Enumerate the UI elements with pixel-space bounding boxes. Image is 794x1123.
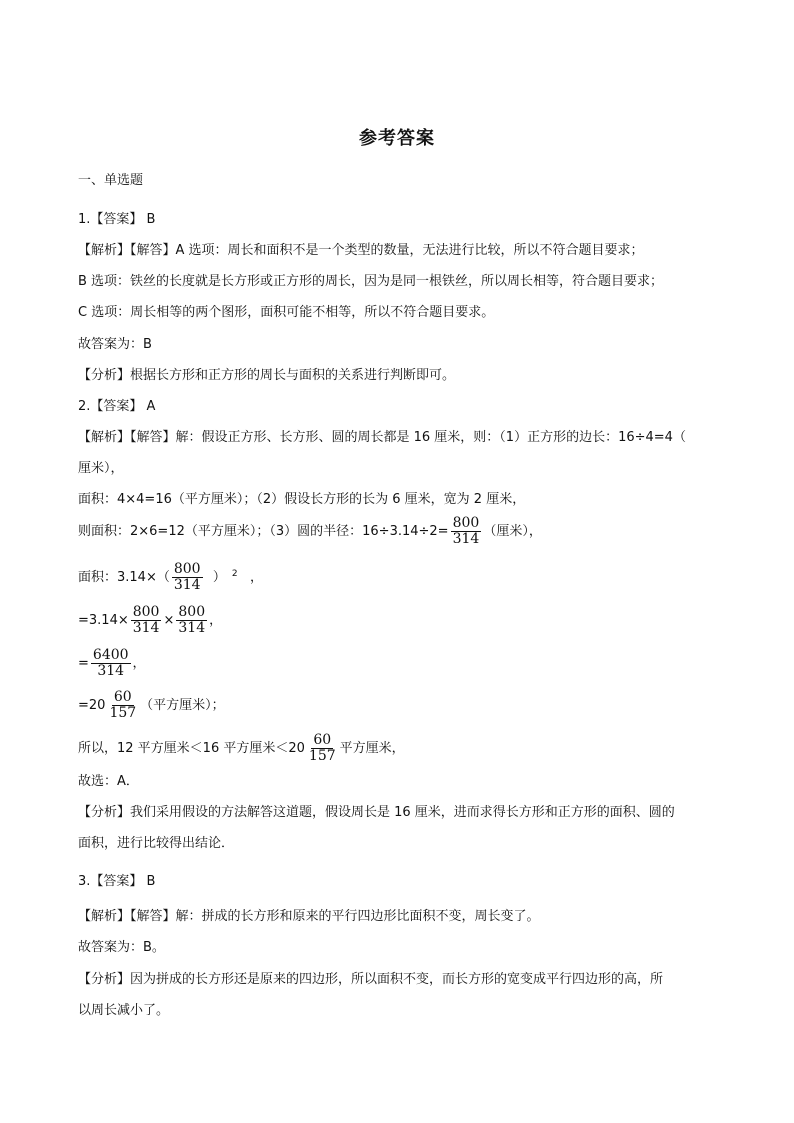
text-segment: =3.14×: [78, 613, 129, 628]
q2-explanation-line: 面积，进行比较得出结论．: [78, 836, 235, 851]
fraction: [172, 562, 203, 593]
q1-analysis-line: C 选项：周长相等的两个图形，面积可能不相等，所以不符合题目要求。: [78, 305, 495, 320]
text-segment: ×: [163, 613, 175, 628]
text-segment: ，: [250, 570, 264, 585]
q2-answer: 2.【答案】 A: [78, 399, 156, 414]
q3-answer: 3.【答案】 B: [78, 874, 156, 889]
fraction-numerator: 800: [452, 515, 480, 531]
fraction: [91, 648, 131, 679]
fraction-numerator: 800: [178, 604, 206, 620]
fraction-denominator: 314: [132, 620, 160, 636]
fraction-numerator: 60: [113, 689, 132, 705]
q2-conclusion: 故选：A．: [78, 774, 139, 789]
text-segment: （厘米），: [483, 524, 542, 539]
fraction: [131, 605, 162, 636]
fraction: [176, 605, 207, 636]
text-segment: =20: [78, 698, 106, 713]
text-segment: （平方厘米）；: [140, 698, 225, 713]
fraction-numerator: 800: [132, 604, 160, 620]
fraction: [451, 516, 482, 547]
section-heading: 一、单选题: [78, 173, 144, 188]
q1-conclusion: 故答案为：B: [78, 337, 152, 352]
text-segment: 面积：3.14×（: [78, 570, 170, 585]
q3-explanation-line: 【分析】因为拼成的长方形还是原来的四边形，所以面积不变，而长方形的宽变成平行四边形的高，所: [78, 972, 664, 987]
fraction-denominator: 314: [173, 577, 201, 593]
fraction-numerator: 800: [173, 561, 201, 577]
text-segment: 所以，12 平方厘米＜16 平方厘米＜20: [78, 741, 305, 756]
q2-mixed-line: [78, 690, 225, 721]
fraction-denominator: 314: [97, 663, 125, 679]
fraction-numerator: 60: [313, 732, 332, 748]
q2-analysis-line: 【解析】【解答】解：假设正方形、长方形、圆的周长都是 16 厘米，则：（1）正方形的边长：16÷4=4（: [78, 430, 686, 445]
text-segment: =: [78, 656, 89, 671]
q1-answer: 1.【答案】 B: [78, 212, 156, 227]
q2-explanation-line: 【分析】我们采用假设的方法解答这道题，假设周长是 16 厘米，进而求得长方形和正方形的面积、圆的: [78, 805, 675, 820]
q3-conclusion: 故答案为：B。: [78, 940, 165, 955]
fraction: [307, 733, 338, 764]
q2-radius-line: [78, 516, 542, 547]
page-title: 参考答案: [359, 128, 435, 149]
text-segment: ，: [209, 613, 223, 628]
q3-analysis-line: 【解析】【解答】解：拼成的长方形和原来的平行四边形比面积不变，周长变了。: [78, 909, 540, 924]
q2-result-line: [78, 648, 146, 679]
q2-comparison-line: [78, 733, 405, 764]
text-segment: ）: [212, 570, 226, 585]
text-segment: 平方厘米，: [339, 741, 405, 756]
q2-area-line: [78, 562, 263, 593]
fraction-numerator: 6400: [92, 647, 129, 663]
fraction-denominator: 157: [109, 705, 137, 721]
exponent: 2: [231, 568, 238, 579]
q1-analysis-line: B 选项：铁丝的长度就是长方形或正方形的周长，因为是同一根铁丝，所以周长相等，符合题目要求；: [78, 274, 664, 289]
q2-product-line: [78, 605, 222, 636]
q3-explanation-line: 以周长减小了。: [78, 1003, 170, 1018]
q1-explanation: 【分析】根据长方形和正方形的周长与面积的关系进行判断即可。: [78, 368, 456, 383]
fraction-denominator: 314: [452, 531, 480, 547]
text-segment: 则面积：2×6=12（平方厘米）；（3）圆的半径：16÷3.14÷2=: [78, 524, 449, 539]
fraction-denominator: 157: [308, 748, 336, 764]
q1-analysis-line: 【解析】【解答】A 选项：周长和面积不是一个类型的数量，无法进行比较，所以不符合题目要求；: [78, 243, 644, 258]
q2-analysis-line: 厘米），: [78, 461, 124, 476]
text-segment: ，: [132, 656, 146, 671]
q2-analysis-line: 面积：4×4=16（平方厘米）；（2）假设长方形的长为 6 厘米，宽为 2 厘米，: [78, 492, 526, 507]
fraction: [107, 690, 138, 721]
fraction-denominator: 314: [178, 620, 206, 636]
